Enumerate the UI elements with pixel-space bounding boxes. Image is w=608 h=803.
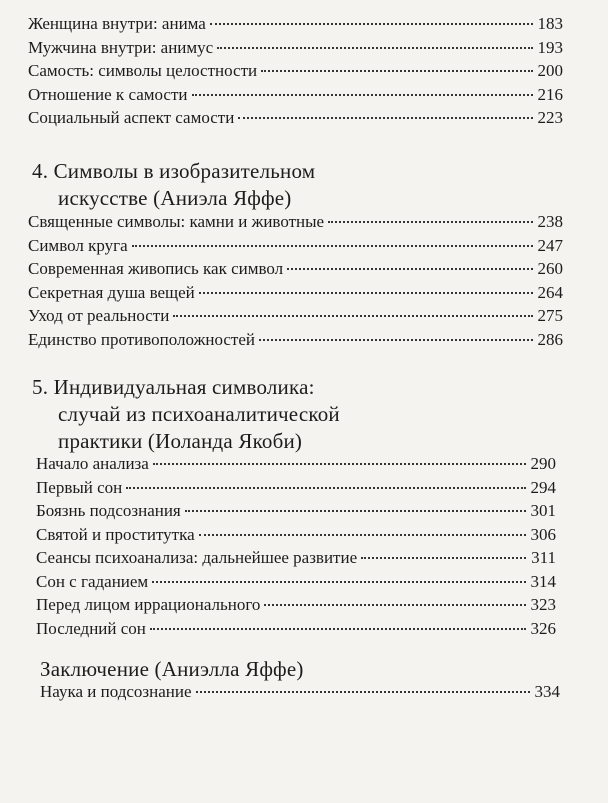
toc-entry [36, 570, 556, 594]
toc-leader-dots [287, 268, 533, 270]
toc-entry-page: 223 [537, 108, 563, 127]
section-4-heading-line-2: искусстве (Аниэла Яффе) [58, 186, 292, 210]
toc-leader-dots [210, 23, 533, 25]
toc-leader-dots [328, 221, 533, 223]
section-4-heading-line-1: 4. Символы в изобразительном [32, 159, 316, 183]
toc-entry [36, 452, 556, 476]
toc-leader-dots [196, 691, 530, 693]
toc-leader-dots [238, 117, 533, 119]
toc-entry [28, 36, 563, 60]
section-4-entries [28, 210, 563, 351]
toc-entry [36, 617, 556, 641]
toc-entry-page: 275 [537, 306, 563, 325]
toc-entry-page: 286 [537, 329, 563, 349]
toc-leader-dots [153, 463, 526, 465]
toc-entry-title: Священные символы: камни и животные [28, 212, 325, 231]
toc-entry-title: Последний сон [36, 618, 146, 638]
toc-entry-title: Сон с гаданием [36, 571, 149, 591]
toc-entry [28, 210, 563, 234]
conclusion-heading-line-1: Заключение (Аниэлла Яффе) [40, 657, 304, 681]
toc-entry-page: 216 [537, 84, 563, 104]
toc-entry-title: Отношение к самости [28, 84, 188, 104]
toc-entry-title: Самость: символы целостности [28, 61, 258, 80]
toc-leader-dots [150, 628, 526, 630]
toc-entry [36, 546, 556, 570]
toc-leader-dots [264, 604, 526, 606]
section-5-heading-line-1: 5. Индивидуальная символика: [32, 375, 315, 399]
toc-entry-page: 294 [530, 477, 556, 497]
toc-entry-title: Мужчина внутри: анимус [28, 37, 214, 57]
conclusion-heading [40, 656, 304, 683]
toc-entry-page: 290 [530, 454, 556, 473]
toc-entry [28, 234, 563, 258]
toc-entry-page: 193 [537, 37, 563, 57]
toc-entry-title: Символ круга [28, 235, 128, 255]
toc-entry-page: 326 [530, 618, 556, 638]
toc-entry-title: Социальный аспект самости [28, 108, 235, 127]
toc-leader-dots [217, 47, 533, 49]
toc-entry-page: 183 [537, 14, 563, 33]
toc-leader-dots [261, 70, 533, 72]
toc-entry-page: 301 [530, 501, 556, 520]
toc-leader-dots [132, 245, 533, 247]
toc-entry-title: Наука и подсознание [40, 682, 192, 701]
toc-entry-title: Секретная душа вещей [28, 282, 195, 302]
toc-entry [28, 106, 563, 130]
toc-entry [28, 257, 563, 281]
toc-entry [28, 12, 563, 36]
section-5-entries [36, 452, 556, 640]
section-4-heading [32, 158, 315, 212]
toc-entry-title: Первый сон [36, 477, 123, 497]
toc-leader-dots [199, 534, 526, 536]
toc-entry-title: Современная живопись как символ [28, 259, 284, 278]
toc-leader-dots [185, 510, 526, 512]
section-5-heading-line-2: случай из психоаналитической [58, 402, 340, 426]
toc-block-continued [28, 12, 563, 130]
toc-entry [28, 304, 563, 328]
toc-entry-title: Перед лицом иррационального [36, 595, 261, 614]
toc-leader-dots [199, 292, 533, 294]
toc-entry-page: 264 [537, 282, 563, 302]
toc-entry [28, 328, 563, 352]
toc-entry-title: Святой и проститутка [36, 524, 195, 544]
toc-entry-page: 323 [530, 595, 556, 614]
toc-entry-page: 311 [531, 548, 556, 567]
toc-entry-title: Сеансы психоанализа: дальнейшее развитие [36, 548, 358, 567]
toc-entry-page: 314 [530, 571, 556, 591]
toc-leader-dots [173, 315, 533, 317]
toc-entry-title: Боязнь подсознания [36, 501, 181, 520]
toc-entry-page: 334 [534, 682, 560, 701]
toc-leader-dots [126, 487, 526, 489]
toc-leader-dots [361, 557, 526, 559]
toc-entry [28, 59, 563, 83]
toc-entry [36, 476, 556, 500]
toc-leader-dots [259, 339, 533, 341]
toc-entry-title: Женщина внутри: анима [28, 14, 206, 33]
toc-entry [36, 523, 556, 547]
section-5-heading [32, 374, 340, 455]
toc-entry [28, 83, 563, 107]
toc-entry-title: Единство противоположностей [28, 329, 255, 349]
toc-entry [28, 281, 563, 305]
toc-entry-page: 238 [537, 212, 563, 231]
toc-entry-page: 200 [537, 61, 563, 80]
toc-entry [36, 499, 556, 523]
toc-entry [36, 593, 556, 617]
conclusion-entries [40, 680, 560, 704]
toc-entry-page: 306 [530, 524, 556, 544]
toc-leader-dots [152, 581, 526, 583]
toc-entry-title: Начало анализа [36, 454, 149, 473]
toc-entry-title: Уход от реальности [28, 306, 170, 325]
toc-entry-page: 247 [537, 235, 563, 255]
toc-entry-page: 260 [537, 259, 563, 278]
section-5-heading-line-3: практики (Иоланда Якоби) [58, 429, 303, 453]
toc-entry [40, 680, 560, 704]
toc-leader-dots [192, 94, 534, 96]
